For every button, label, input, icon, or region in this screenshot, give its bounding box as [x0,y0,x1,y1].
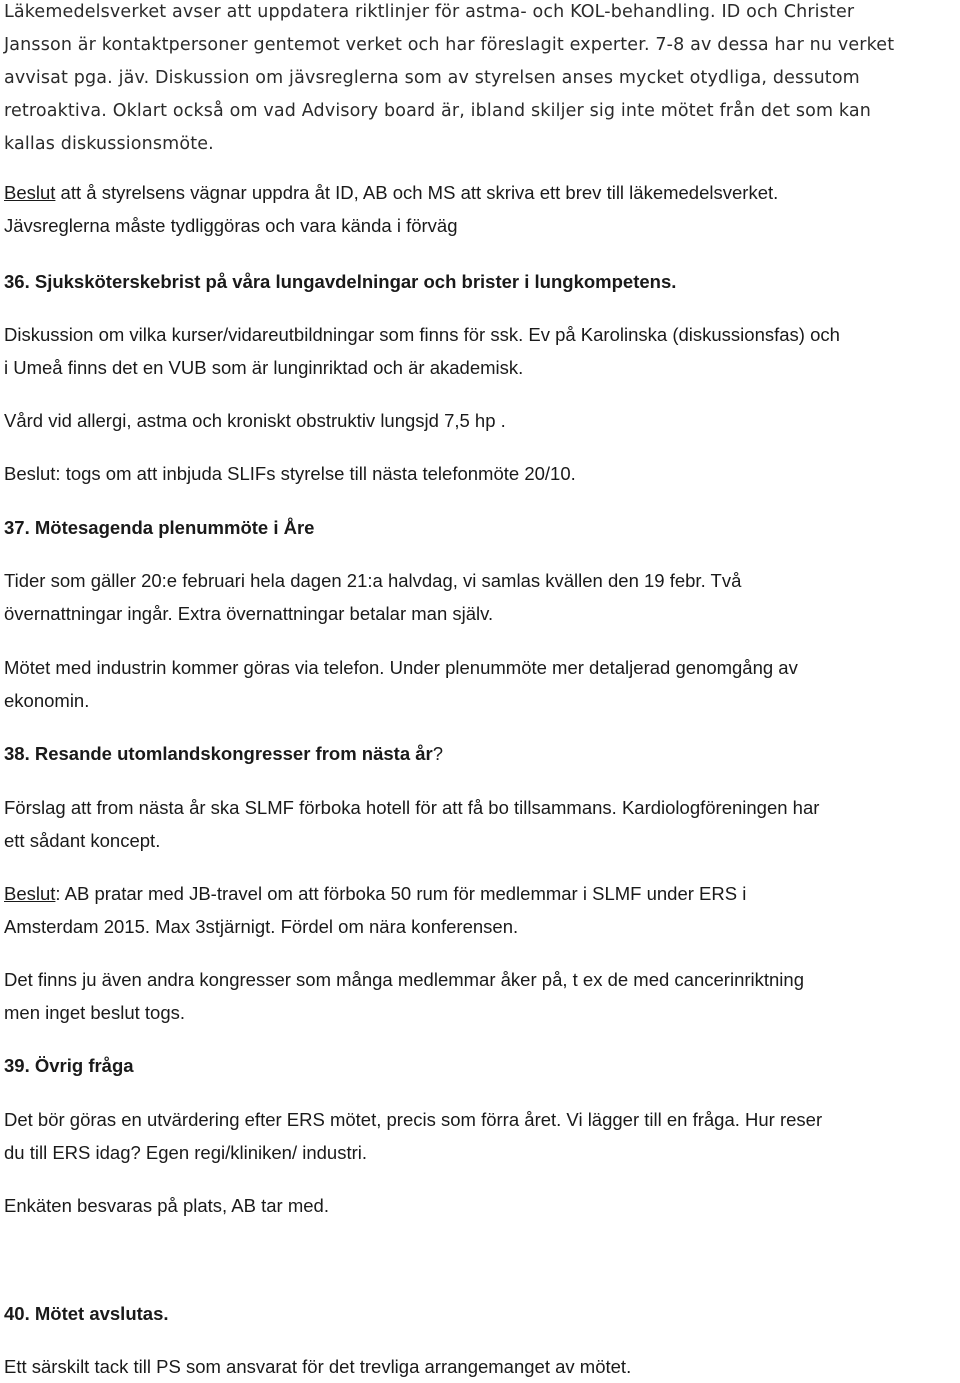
section-39-p1-line-2: du till ERS idag? Egen regi/kliniken/ industri. [4,1142,367,1163]
decision-text-line-2: Jävsreglerna måste tydliggöras och vara kända i förväg [4,215,458,236]
intro-line-5: kallas diskussionsmöte. [4,134,214,154]
section-36-paragraph-1 [4,318,840,384]
section-36-p1-line-2: i Umeå finns det en VUB som är lunginriktad och är akademisk. [4,357,524,378]
section-37-p1-line-2: övernattningar ingår. Extra övernattningar betalar man själv. [4,603,494,624]
section-38-p3-line-2: men inget beslut togs. [4,1002,185,1023]
section-38-decision [4,877,746,943]
section-37-p2-line-1: Mötet med industrin kommer göras via telefon. Under plenummöte mer detaljerad genomgång av [4,657,798,678]
section-37-p2-line-2: ekonomin. [4,690,90,711]
section-39-paragraph-2: Enkäten besvaras på plats, AB tar med. [4,1195,329,1216]
section-40-paragraph-1: Ett särskilt tack till PS som ansvarat för det trevliga arrangemanget av mötet. [4,1356,632,1377]
section-37-paragraph-2 [4,651,798,717]
decision-paragraph-1 [4,176,778,242]
intro-line-2: Jansson är kontaktpersoner gentemot verket och har föreslagit experter. 7-8 av dessa har nu verket [4,35,895,55]
section-38-decision-line-2: Amsterdam 2015. Max 3stjärnigt. Fördel om nära konferensen. [4,916,519,937]
intro-paragraph [4,0,894,161]
section-38-p1-line-2: ett sådant koncept. [4,830,161,851]
intro-line-3: avvisat pga. jäv. Diskussion om jävsreglerna som av styrelsen anses mycket otydliga, dessutom [4,68,860,88]
section-37-p1-line-1: Tider som gäller 20:e februari hela dagen 21:a halvdag, vi samlas kvällen den 19 febr. Två [4,570,742,591]
decision-text: att å styrelsens vägnar uppdra åt ID, AB och MS att skriva ett brev till läkemedelsverket. [55,182,779,203]
section-38-heading [4,737,443,770]
section-38-p3-line-1: Det finns ju även andra kongresser som många medlemmar åker på, t ex de med cancerinriktning [4,969,804,990]
decision-label: Beslut [4,182,56,203]
section-38-decision-label: Beslut [4,883,56,904]
intro-line-1: Läkemedelsverket avser att uppdatera riktlinjer för astma- och KOL-behandling. ID och Christer [4,2,855,22]
section-36-p1-line-1: Diskussion om vilka kurser/vidareutbildningar som finns för ssk. Ev på Karolinska (diskussionsfas) och [4,324,840,345]
intro-line-4: retroaktiva. Oklart också om vad Advisory board är, ibland skiljer sig inte mötet från det som kan [4,101,871,121]
section-38-decision-text: : AB pratar med JB-travel om att förboka 50 rum för medlemmar i SLMF under ERS i [55,883,747,904]
section-38-paragraph-3 [4,963,804,1029]
section-36-paragraph-3: Beslut: togs om att inbjuda SLIFs styrelse till nästa telefonmöte 20/10. [4,463,576,484]
section-38-paragraph-1 [4,791,819,857]
section-38-p1-line-1: Förslag att from nästa år ska SLMF förboka hotell för att få bo tillsammans. Kardiologföreningen har [4,797,820,818]
section-39-p1-line-1: Det bör göras en utvärdering efter ERS mötet, precis som förra året. Vi lägger till en fråga. Hur reser [4,1109,823,1130]
section-39-heading: 39. Övrig fråga [4,1055,134,1076]
section-36-heading: 36. Sjuksköterskebrist på våra lungavdelningar och brister i lungkompetens. [4,271,677,292]
section-40-heading: 40. Mötet avslutas. [4,1303,169,1324]
section-37-paragraph-1 [4,564,741,630]
section-38-heading-text: 38. Resande utomlandskongresser from nästa år [4,743,433,764]
section-36-paragraph-2: Vård vid allergi, astma och kroniskt obstruktiv lungsjd 7,5 hp . [4,410,506,431]
section-37-heading: 37. Mötesagenda plenummöte i Åre [4,517,315,538]
section-38-heading-tail: ? [432,743,444,764]
section-39-paragraph-1 [4,1103,822,1169]
